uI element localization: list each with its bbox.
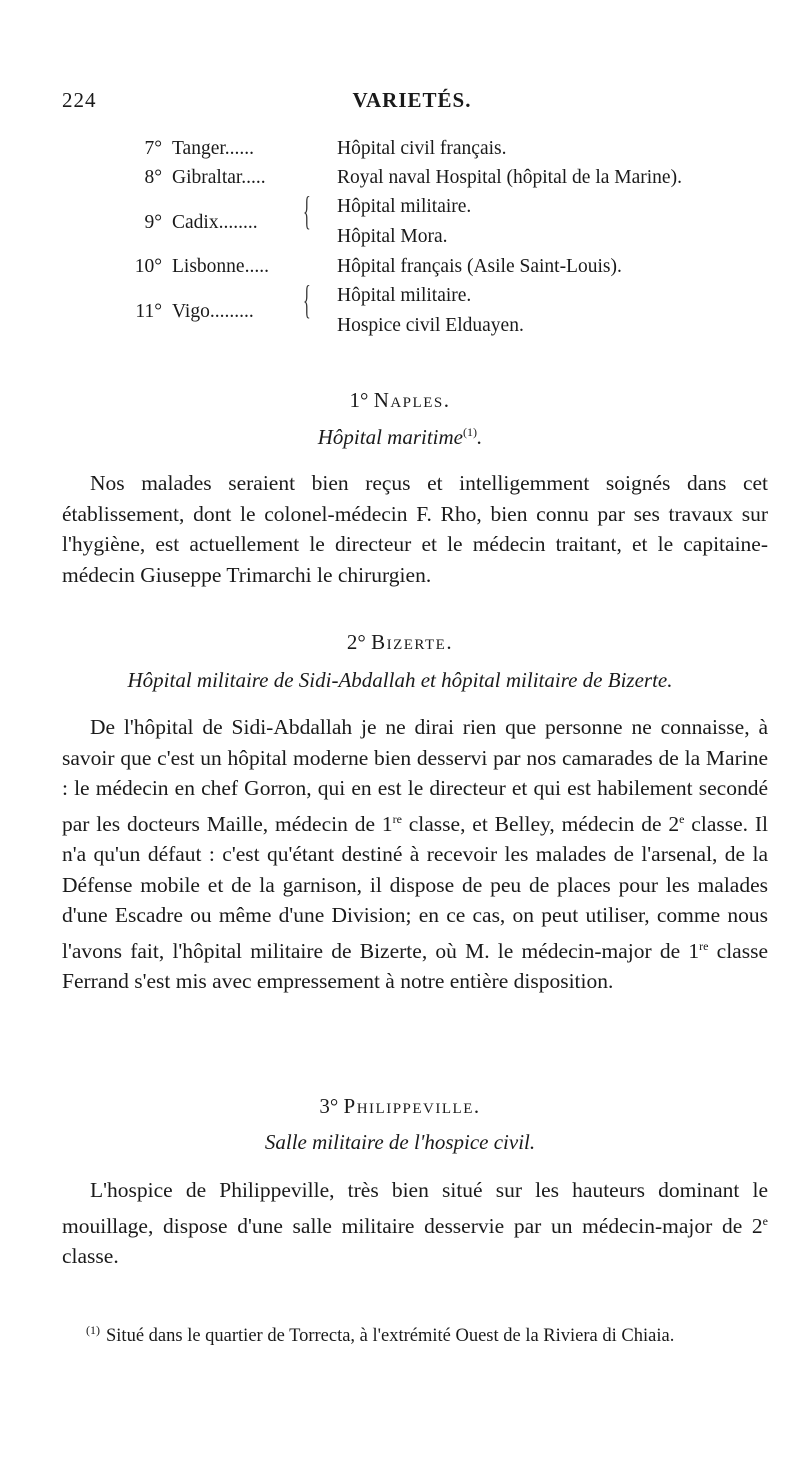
section-subtitle-philippeville: Salle militaire de l'hospice civil. <box>264 1130 536 1154</box>
ordinal-superscript: e <box>679 811 685 826</box>
paragraph-philippeville <box>62 1175 768 1272</box>
section-heading-naples <box>0 388 800 413</box>
running-title: VARIETÉS. <box>352 88 472 112</box>
page-number: 224 <box>62 88 97 112</box>
paragraph-bizerte <box>62 712 768 997</box>
list-item <box>0 167 800 197</box>
ordinal-superscript: e <box>762 1213 768 1228</box>
item-city: Cadix........ <box>172 212 258 233</box>
item-city: Lisbonne..... <box>172 256 269 277</box>
text-run: classe Ferrand s'est mis avec empressement à notre entière disposition. <box>62 938 768 994</box>
item-hospital: Hôpital civil français. <box>337 138 507 159</box>
footnote-reference: (1) <box>463 425 477 439</box>
section-heading-bizerte <box>0 630 800 655</box>
subtitle-end: . <box>477 425 483 449</box>
text-run: L'hospice de Philippeville, très bien situé sur les hauteurs dominant le mouillage, dispose d'une salle militaire desservie par un médecin-major de 2 <box>62 1178 768 1238</box>
item-city: Gibraltar..... <box>172 167 266 188</box>
section-place: Naples. <box>373 388 451 412</box>
item-hospital: Royal naval Hospital (hôpital de la Marine). <box>337 167 682 188</box>
item-hospital: Hôpital militaire. <box>337 196 472 217</box>
item-hospital: Hôpital français (Asile Saint-Louis). <box>337 256 622 277</box>
item-hospital: Hôpital Mora. <box>337 226 448 247</box>
section-number: 2° <box>346 630 366 654</box>
ordinal-superscript: re <box>699 938 709 953</box>
section-place: Bizerte. <box>371 630 454 654</box>
item-hospital: Hôpital militaire. <box>337 285 472 306</box>
section-heading-philippeville <box>0 1094 800 1119</box>
section-number: 1° <box>349 388 369 412</box>
brace-symbol: { <box>303 277 311 322</box>
item-city: Vigo......... <box>172 301 254 322</box>
list-item <box>0 277 800 343</box>
text-run: classe. Il n'a qu'un défaut : c'est qu'étant destiné à recevoir les malades de l'arsenal, de la Défense mobile et de la garnison, il dispose de peu de places pour les malades d'une Escadre ou même d'une Division; en ce cas, on peut utiliser, comme nous l'avons fait, l'hôpital militaire de Bizerte, où M. le médecin-major de 1 <box>62 811 768 963</box>
item-hospital: Hospice civil Elduayen. <box>337 315 524 336</box>
brace-symbol: { <box>303 188 311 233</box>
page-header <box>62 88 762 118</box>
footnote-text: Situé dans le quartier de Torrecta, à l'extrémité Ouest de la Riviera di Chiaia. <box>106 1326 675 1347</box>
section-number: 3° <box>319 1094 339 1118</box>
list-item <box>0 138 800 168</box>
item-number: 10° <box>134 256 162 277</box>
footnote-mark: (1) <box>86 1323 100 1337</box>
section-place: Philippeville. <box>343 1094 481 1118</box>
subtitle-text: Hôpital maritime <box>317 425 463 449</box>
section-subtitle-naples <box>0 425 800 450</box>
item-number: 8° <box>144 167 162 188</box>
text-run: classe. <box>62 1244 119 1269</box>
footnote <box>62 1316 768 1350</box>
item-number: 7° <box>144 138 162 159</box>
list-item <box>0 188 800 254</box>
text-run: De l'hôpital de Sidi-Abdallah je ne dirai rien que personne ne connaisse, à savoir que c'est un hôpital moderne bien desservi par nos camarades de la Marine : le médecin en chef Gorron, qui en est le directeur et qui est habilement secondé par les docteurs Maille, médecin de 1 <box>62 715 768 836</box>
section-subtitle-bizerte: Hôpital militaire de Sidi-Abdallah et hôpital militaire de Bizerte. <box>127 668 673 692</box>
list-item <box>0 256 800 286</box>
ordinal-superscript: re <box>392 811 402 826</box>
item-number: 9° <box>144 212 162 233</box>
paragraph-naples: Nos malades seraient bien reçus et intelligemment soignés dans cet établissement, dont le colonel-médecin F. Rho, bien connu par ses travaux sur l'hygiène, est actuellement le directeur et le médecin traitant, et le capitaine-médecin Giuseppe Trimarchi le chirurgien. <box>62 471 768 587</box>
text-run: classe, et Belley, médecin de 2 <box>401 811 680 836</box>
item-number: 11° <box>135 301 162 322</box>
item-city: Tanger...... <box>172 138 255 159</box>
